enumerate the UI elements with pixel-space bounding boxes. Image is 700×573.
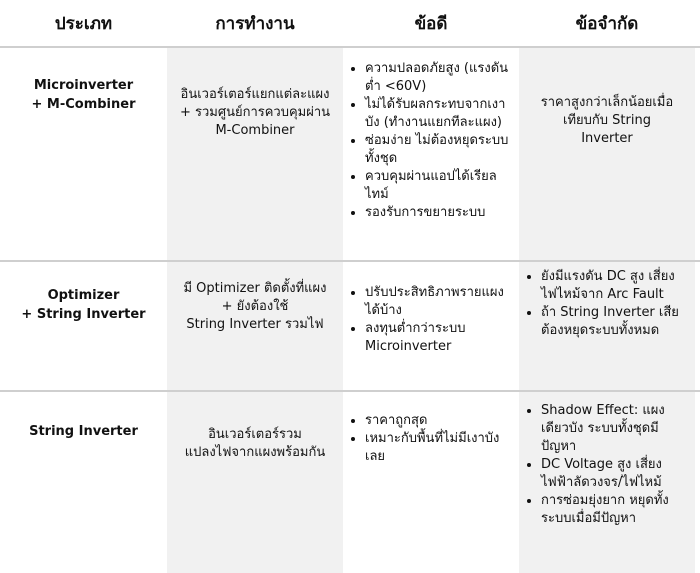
cons-cell	[519, 392, 695, 573]
type-cell	[0, 48, 167, 260]
type-line: Microinverter	[33, 78, 134, 93]
header-type: ประเภท	[54, 13, 113, 34]
pros-list	[343, 412, 519, 466]
list-item: • ลงทุนต่ำกว่าระบบ Microinverter	[365, 320, 513, 356]
type-line: Optimizer	[47, 288, 120, 303]
function-cell	[167, 48, 343, 260]
list-item: • DC Voltage สูง เสี่ยงไฟฟ้าลัดวงจร/ไฟไหม้	[541, 456, 689, 492]
pros-cell	[343, 48, 519, 260]
list-item: • การซ่อมยุ่งยาก หยุดทั้งระบบเมื่อมีปัญหา	[541, 492, 689, 528]
cons-list	[519, 268, 695, 340]
list-item: • ความปลอดภัยสูง (แรงดันต่ำ <60V)	[365, 60, 513, 96]
pros-list	[343, 284, 519, 356]
pros-cell	[343, 262, 519, 390]
header-pros: ข้อดี	[414, 13, 448, 34]
table-header	[0, 0, 700, 48]
header-cons: ข้อจำกัด	[575, 13, 639, 34]
list-item: • ควบคุมผ่านแอปได้เรียลไทม์	[365, 168, 513, 204]
header-function: การทำงาน	[215, 13, 295, 34]
function-line: อินเวอร์เตอร์รวม	[208, 427, 302, 442]
table-row	[0, 392, 700, 573]
function-line: อินเวอร์เตอร์แยกแต่ละแผง	[180, 87, 330, 102]
function-cell	[167, 392, 343, 573]
list-item: • ราคาถูกสุด	[365, 412, 513, 430]
type-line: + M-Combiner	[31, 97, 136, 112]
list-item: • Shadow Effect: แผงเดียวบัง ระบบทั้งชุดมีปัญหา	[541, 402, 689, 456]
type-line: + String Inverter	[21, 307, 146, 322]
list-item: • ซ่อมง่าย ไม่ต้องหยุดระบบทั้งชุด	[365, 132, 513, 168]
function-line: มี Optimizer ติดตั้งที่แผง	[183, 281, 327, 296]
table-row	[0, 48, 700, 262]
list-item: • ปรับประสิทธิภาพรายแผงได้บ้าง	[365, 284, 513, 320]
list-item: • ยังมีแรงดัน DC สูง เสี่ยงไฟไหม้จาก Arc Fault	[541, 268, 689, 304]
list-item: • ถ้า String Inverter เสีย ต้องหยุดระบบทั้งหมด	[541, 304, 689, 340]
cons-line: ราคาสูงกว่าเล็กน้อยเมื่อ	[540, 95, 674, 110]
list-item: • ไม่ได้รับผลกระทบจากเงาบัง (ทำงานแยกทีละแผง)	[365, 96, 513, 132]
cons-cell	[519, 48, 695, 260]
table-row	[0, 262, 700, 392]
type-cell	[0, 262, 167, 390]
function-cell	[167, 262, 343, 390]
list-item: • เหมาะกับพื้นที่ไม่มีเงาบังเลย	[365, 430, 513, 466]
pros-cell	[343, 392, 519, 573]
type-line: String Inverter	[29, 424, 138, 439]
cons-list	[519, 402, 695, 528]
pros-list	[343, 60, 519, 222]
cons-cell	[519, 262, 695, 390]
function-line: M-Combiner	[215, 123, 295, 138]
type-cell	[0, 392, 167, 573]
cons-line: Inverter	[581, 131, 633, 146]
cons-line: เทียบกับ String	[563, 113, 651, 128]
function-line: แปลงไฟจากแผงพร้อมกัน	[184, 445, 326, 460]
function-line: String Inverter รวมไฟ	[186, 317, 324, 332]
function-line: + ยังต้องใช้	[221, 299, 289, 314]
list-item: • รองรับการขยายระบบ	[365, 204, 513, 222]
function-line: + รวมศูนย์การควบคุมผ่าน	[179, 105, 331, 120]
